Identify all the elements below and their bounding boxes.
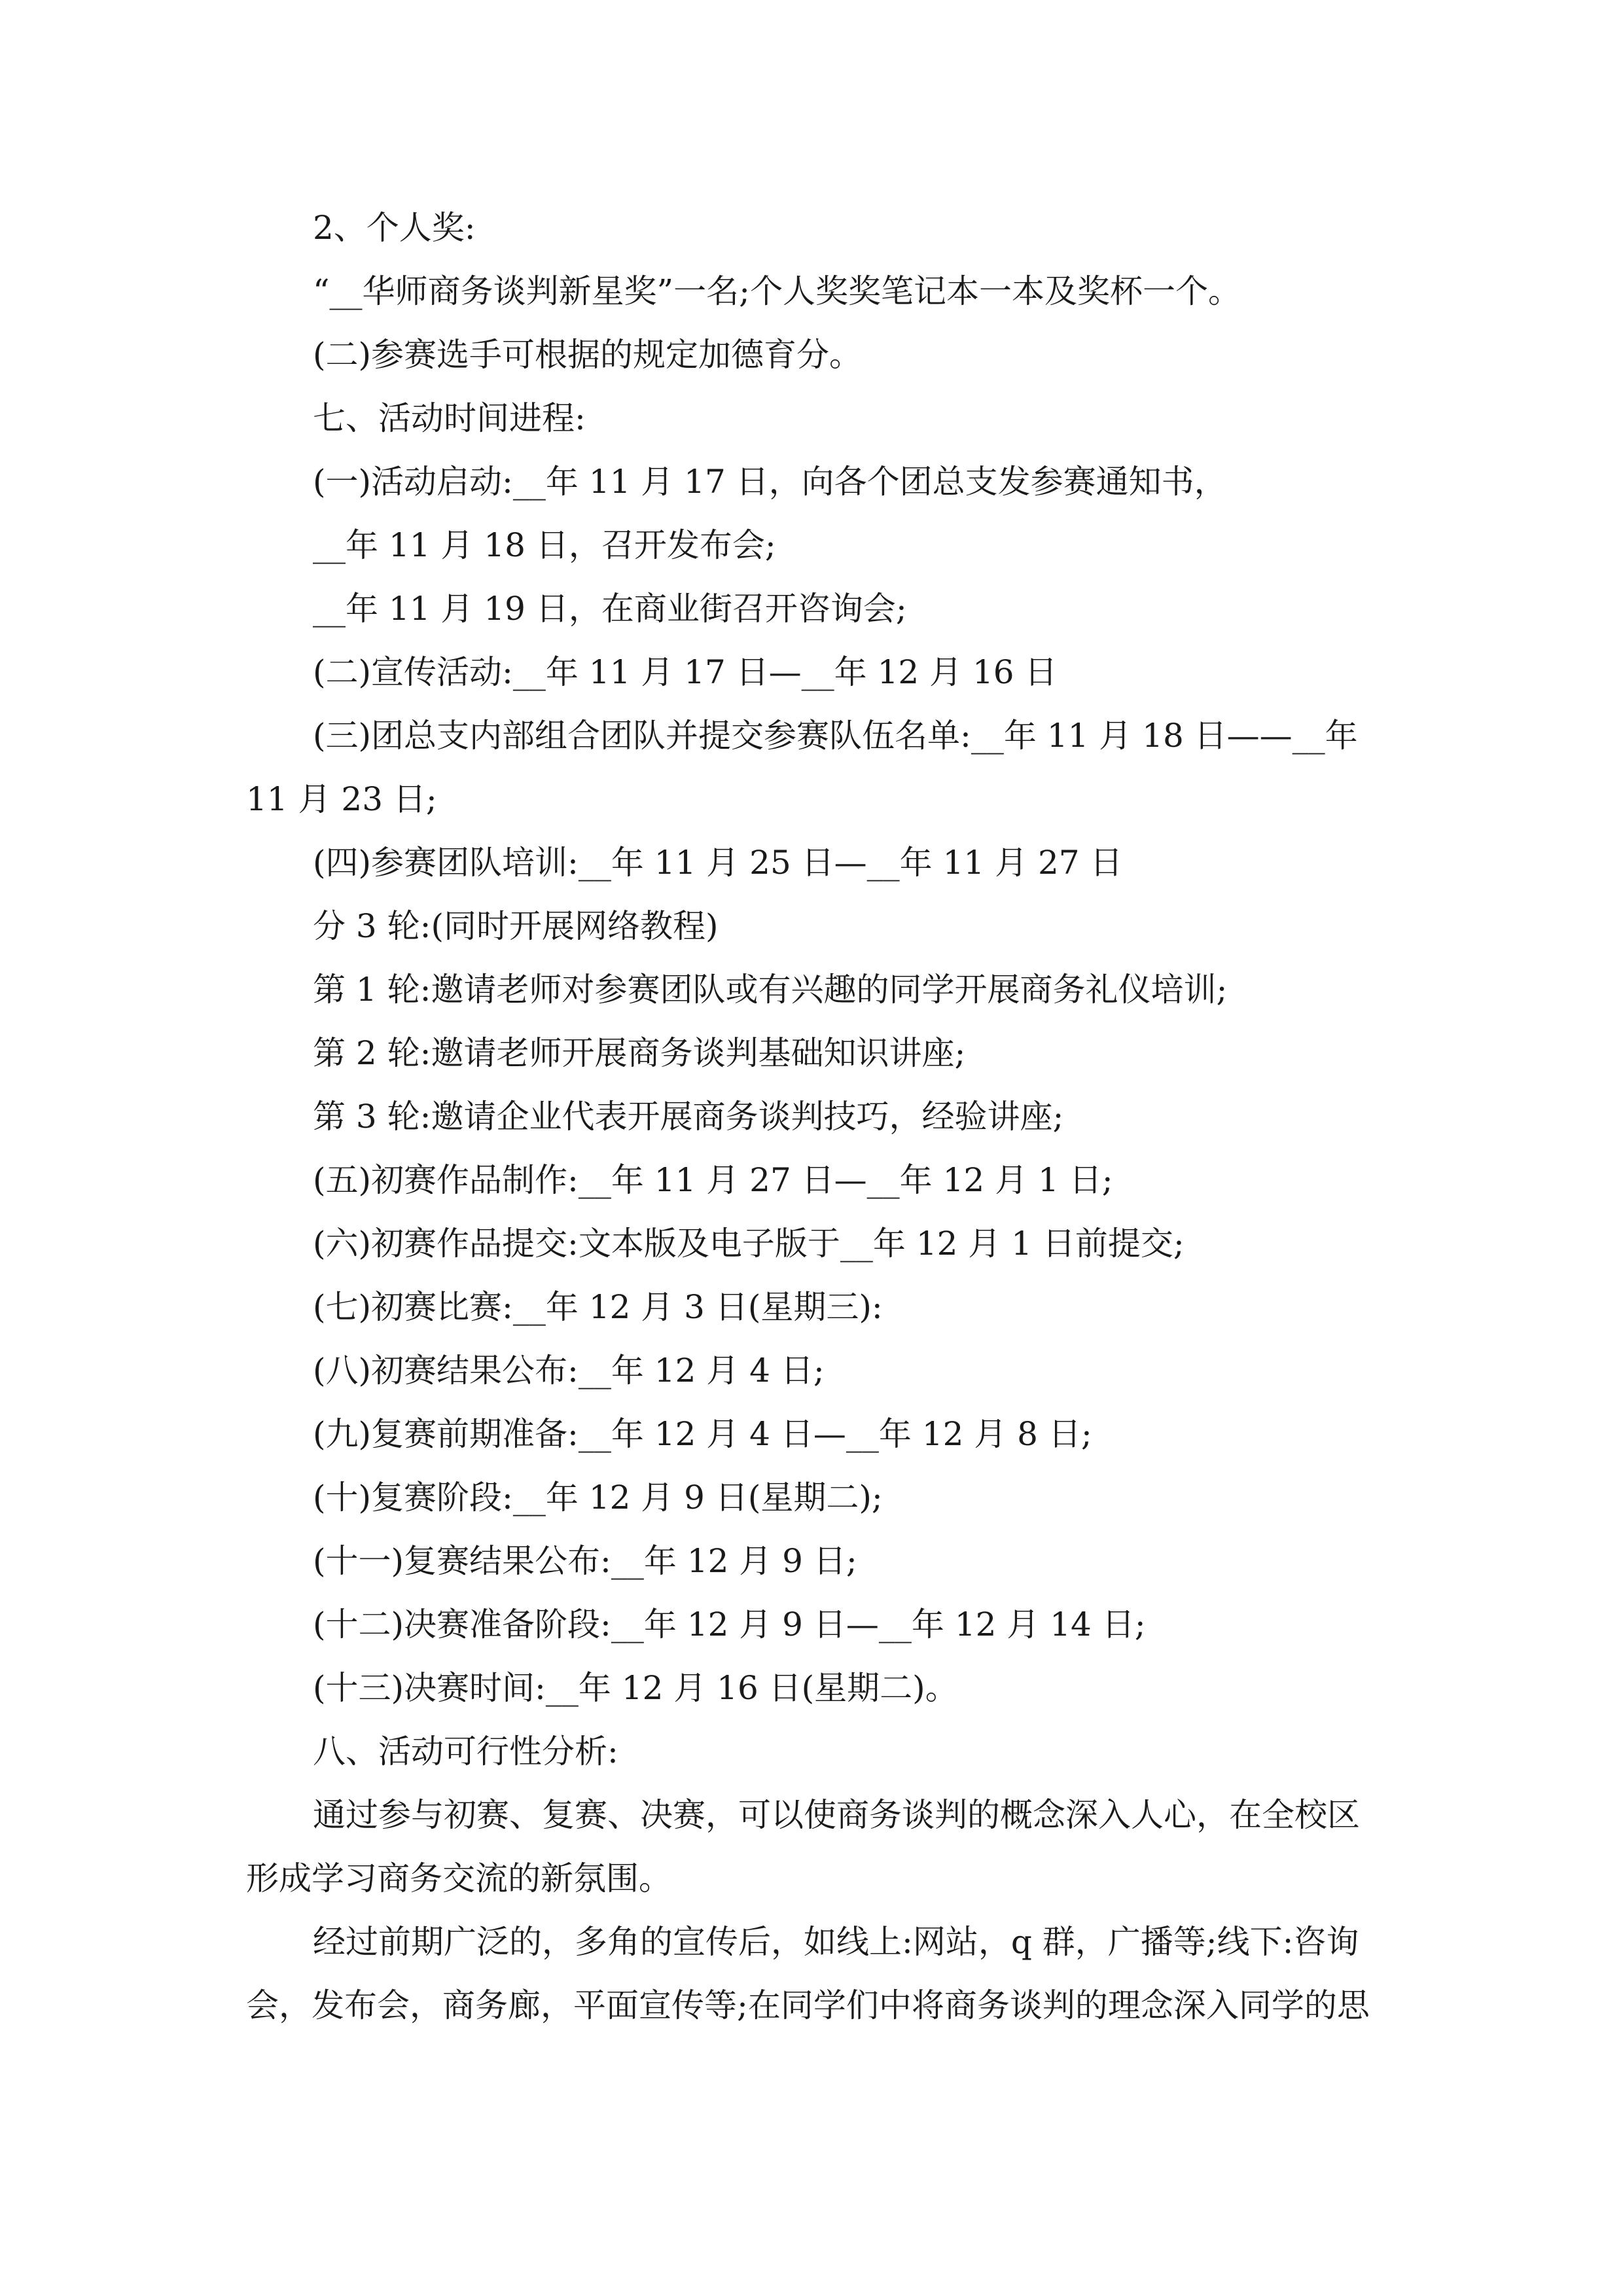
paragraph: __年 11 月 19 日，在商业街召开咨询会; — [313, 590, 907, 628]
paragraph: 经过前期广泛的，多角的宣传后，如线上:网站，q 群，广播等;线下:咨询会，发布会，商务廊，平面宣传等;在同学们中将商务谈判的理念深入同学的思 — [246, 1923, 1370, 2024]
paragraph: (十)复赛阶段:__年 12 月 9 日(星期二); — [313, 1479, 883, 1516]
paragraph: 分 3 轮:(同时开展网络教程) — [313, 907, 719, 945]
paragraph: 2、个人奖: — [313, 209, 476, 247]
document-body — [246, 196, 1385, 2037]
paragraph: (九)复赛前期准备:__年 12 月 4 日—__年 12 月 8 日; — [313, 1415, 1092, 1453]
paragraph: (十三)决赛时间:__年 12 月 16 日(星期二)。 — [313, 1669, 958, 1707]
section-heading: 八、活动可行性分析: — [313, 1732, 618, 1770]
paragraph: (五)初赛作品制作:__年 11 月 27 日—__年 12 月 1 日; — [313, 1161, 1113, 1199]
paragraph: 通过参与初赛、复赛、决赛，可以使商务谈判的概念深入人心，在全校区形成学习商务交流的新氛围。 — [246, 1796, 1360, 1897]
paragraph: 第 2 轮:邀请老师开展商务谈判基础知识讲座; — [313, 1034, 966, 1072]
paragraph: 第 3 轮:邀请企业代表开展商务谈判技巧，经验讲座; — [313, 1098, 1064, 1136]
paragraph: __年 11 月 18 日，召开发布会; — [313, 526, 776, 564]
paragraph: (二)宣传活动:__年 11 月 17 日—__年 12 月 16 日 — [313, 653, 1058, 691]
paragraph: (七)初赛比赛:__年 12 月 3 日(星期三): — [313, 1288, 883, 1326]
paragraph: (十一)复赛结果公布:__年 12 月 9 日; — [313, 1542, 857, 1580]
section-heading: 七、活动时间进程: — [313, 399, 586, 437]
paragraph: (四)参赛团队培训:__年 11 月 25 日—__年 11 月 27 日 — [313, 844, 1123, 882]
paragraph: 第 1 轮:邀请老师对参赛团队或有兴趣的同学开展商务礼仪培训; — [313, 971, 1228, 1009]
paragraph: (二)参赛选手可根据的规定加德育分。 — [313, 336, 863, 374]
paragraph: (一)活动启动:__年 11 月 17 日，向各个团总支发参赛通知书， — [313, 463, 1227, 501]
paragraph: (六)初赛作品提交:文本版及电子版于__年 12 月 1 日前提交; — [313, 1225, 1185, 1263]
paragraph: “__华师商务谈判新星奖”一名;个人奖奖笔记本一本及奖杯一个。 — [313, 272, 1241, 310]
paragraph: (八)初赛结果公布:__年 12 月 4 日; — [313, 1352, 825, 1390]
paragraph: (十二)决赛准备阶段:__年 12 月 9 日—__年 12 月 14 日; — [313, 1605, 1146, 1643]
paragraph: (三)团总支内部组合团队并提交参赛队伍名单:__年 11 月 18 日——__年 11 月 23 日; — [246, 717, 1358, 818]
